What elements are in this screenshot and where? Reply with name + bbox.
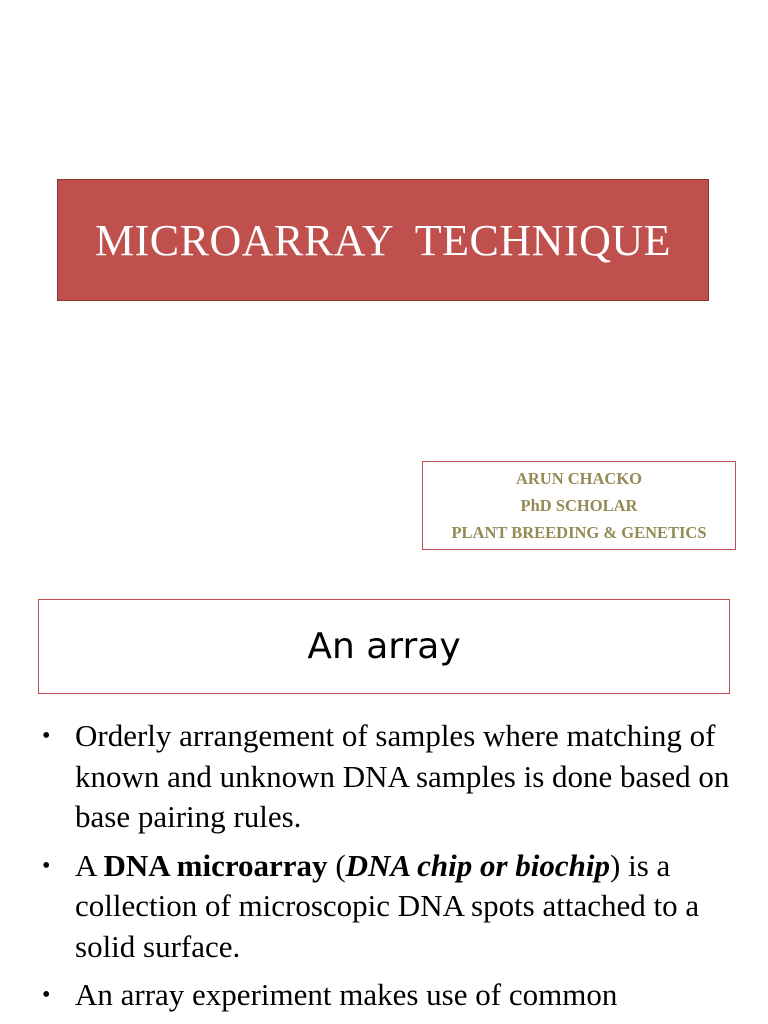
bullet-text-bold-italic: DNA chip or biochip [345,847,611,883]
author-name: ARUN CHACKO [515,469,643,488]
bullet-icon: • [42,982,51,1008]
bullet-item [40,975,730,1016]
slide-title: MICROARRAY TECHNIQUE [94,215,672,265]
bullet-text: Orderly arrangement of samples where matching of known and unknown DNA samples is done based on base pairing rules. [75,718,730,834]
bullet-icon: • [42,723,51,749]
bullet-text-suffix: ) is a collection of microscopic DNA spots attached to a solid surface. [75,847,700,964]
bullet-text: An array experiment makes use of common [75,977,618,1012]
section-heading: An array [307,626,461,667]
bullet-text-bold: DNA microarray [103,847,328,883]
bullet-list [40,716,730,1024]
bullet-item [40,716,730,838]
author-department: PLANT BREEDING & GENETICS [451,523,707,542]
bullet-item [40,846,730,968]
title-banner [57,179,709,301]
bullet-icon: • [42,852,51,879]
bullet-text-prefix: A [75,847,104,883]
section-heading-box [38,599,730,694]
bullet-text-paren: ( [327,847,346,883]
author-info-box [422,461,736,550]
author-role: PhD SCHOLAR [520,496,638,515]
